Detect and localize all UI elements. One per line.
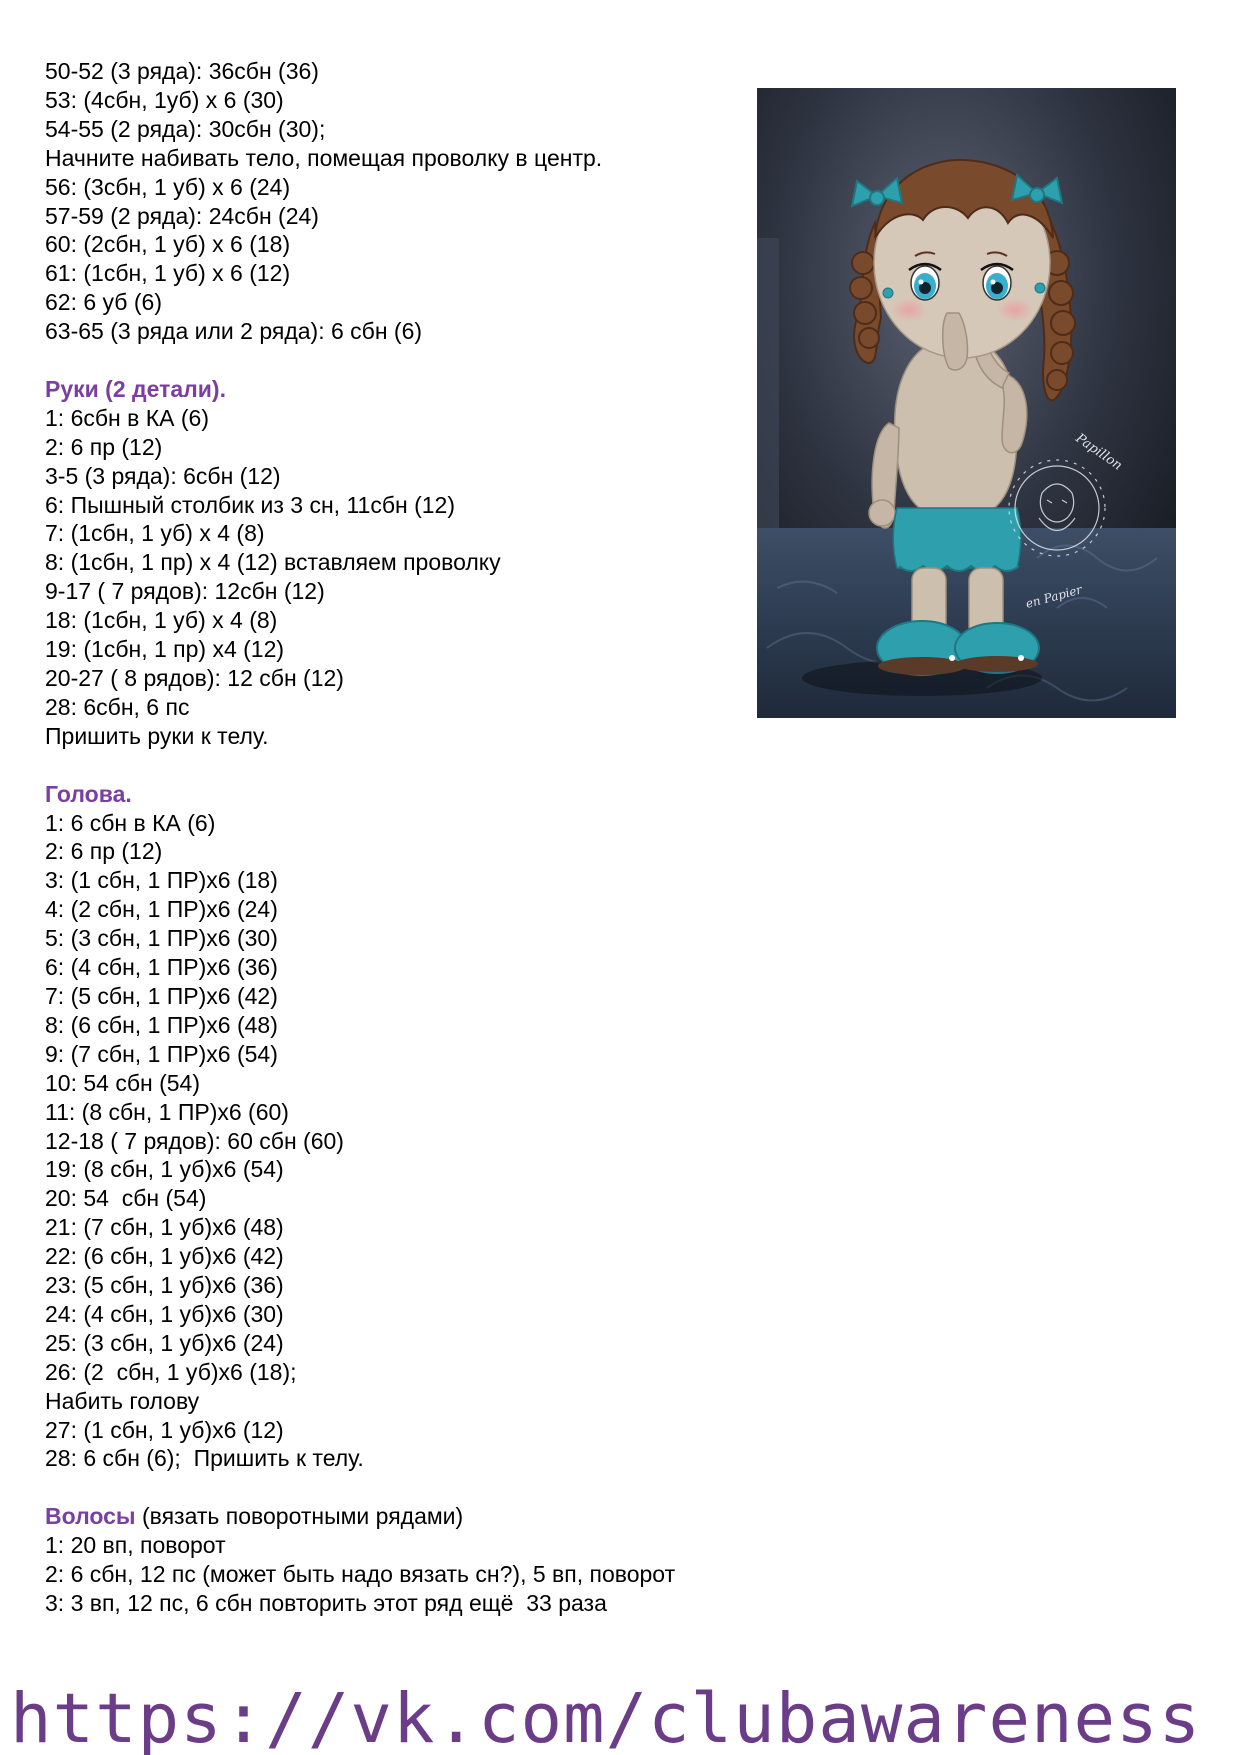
pattern-row: 27: (1 сбн, 1 уб)х6 (12): [45, 1416, 284, 1443]
pattern-row: 54-55 (2 ряда): 30сбн (30);: [45, 115, 326, 142]
pattern-row: 28: 6 сбн (6); Пришить к телу.: [45, 1445, 364, 1472]
pattern-text-column: [45, 57, 745, 1618]
pattern-row: 53: (4сбн, 1уб) х 6 (30): [45, 86, 284, 113]
pattern-row: 28: 6сбн, 6 пс: [45, 693, 190, 720]
pattern-row: 2: 6 пр (12): [45, 433, 163, 460]
pattern-row: 1: 6сбн в КА (6): [45, 404, 209, 431]
pattern-row: 61: (1сбн, 1 уб) х 6 (12): [45, 260, 291, 287]
pattern-row: 10: 54 сбн (54): [45, 1069, 201, 1096]
hair-heading-line: [45, 1502, 745, 1531]
pattern-row: Пришить руки к телу.: [45, 722, 269, 749]
pattern-row: 26: (2 сбн, 1 уб)х6 (18);: [45, 1358, 297, 1385]
pattern-row: 19: (1сбн, 1 пр) х4 (12): [45, 636, 285, 663]
pattern-row: 62: 6 уб (6): [45, 289, 162, 316]
pattern-row: 50-52 (3 ряда): 36сбн (36): [45, 58, 319, 84]
pattern-row: 23: (5 сбн, 1 уб)х6 (36): [45, 1272, 284, 1299]
pattern-row: 9: (7 сбн, 1 ПР)х6 (54): [45, 1040, 278, 1067]
pattern-row: 1: 6 сбн в КА (6): [45, 809, 216, 836]
doll-photo: [757, 88, 1176, 718]
pattern-row: 11: (8 сбн, 1 ПР)х6 (60): [45, 1098, 289, 1125]
pattern-row: 12-18 ( 7 рядов): 60 сбн (60): [45, 1127, 344, 1154]
section-gap: [45, 346, 745, 375]
pattern-row: 6: (4 сбн, 1 ПР)х6 (36): [45, 954, 278, 981]
pattern-row: 2: 6 пр (12): [45, 838, 163, 865]
pattern-row: 8: (1сбн, 1 пр) х 4 (12) вставляем проволку: [45, 549, 501, 576]
pattern-row: 7: (5 сбн, 1 ПР)х6 (42): [45, 982, 278, 1009]
pattern-row: 18: (1сбн, 1 уб) х 4 (8): [45, 607, 278, 634]
pattern-row: 21: (7 сбн, 1 уб)х6 (48): [45, 1214, 284, 1241]
pattern-row: 60: (2сбн, 1 уб) х 6 (18): [45, 231, 291, 258]
pattern-row: 22: (6 сбн, 1 уб)х6 (42): [45, 1243, 284, 1270]
pattern-row: 1: 20 вп, поворот: [45, 1532, 226, 1559]
head-heading: Голова.: [45, 780, 132, 807]
arms-section: [45, 375, 745, 751]
watermark-text-1: Papillon: [1072, 430, 1125, 474]
pattern-row: 3-5 (3 ряда): 6сбн (12): [45, 462, 281, 489]
pattern-row: Набить голову: [45, 1387, 200, 1414]
hair-section: [45, 1502, 745, 1618]
section-gap: [45, 751, 745, 780]
pattern-row: 6: Пышный столбик из 3 сн, 11сбн (12): [45, 491, 456, 518]
pattern-row: 9-17 ( 7 рядов): 12сбн (12): [45, 578, 325, 605]
hair-heading: Волосы: [45, 1503, 136, 1530]
pattern-row: 3: 3 вп, 12 пс, 6 сбн повторить этот ряд ещё 33 раза: [45, 1589, 607, 1616]
pattern-row: 24: (4 сбн, 1 уб)х6 (30): [45, 1300, 284, 1327]
pattern-row: 63-65 (3 ряда или 2 ряда): 6 сбн (6): [45, 318, 423, 345]
pattern-row: 4: (2 сбн, 1 ПР)х6 (24): [45, 896, 278, 923]
pattern-row: 25: (3 сбн, 1 уб)х6 (24): [45, 1329, 284, 1356]
pattern-row: 20: 54 сбн (54): [45, 1185, 207, 1212]
pattern-row: 3: (1 сбн, 1 ПР)х6 (18): [45, 867, 278, 894]
pattern-row: 5: (3 сбн, 1 ПР)х6 (30): [45, 925, 278, 952]
pattern-row: 56: (3сбн, 1 уб) х 6 (24): [45, 173, 291, 200]
body-rows-section: [45, 57, 745, 346]
pattern-row: 57-59 (2 ряда): 24сбн (24): [45, 202, 319, 229]
pattern-row: 2: 6 сбн, 12 пс (может быть надо вязать сн?), 5 вп, поворот: [45, 1561, 676, 1588]
pattern-row: 7: (1сбн, 1 уб) х 4 (8): [45, 520, 265, 547]
pattern-row: 8: (6 сбн, 1 ПР)х6 (48): [45, 1011, 278, 1038]
hair-heading-note: (вязать поворотными рядами): [135, 1503, 464, 1530]
pattern-row: Начните набивать тело, помещая проволку в центр.: [45, 144, 603, 171]
watermark-text-2: en Papier: [1024, 582, 1084, 611]
head-section: [45, 780, 745, 1474]
pattern-row: 19: (8 сбн, 1 уб)х6 (54): [45, 1156, 284, 1183]
pattern-row: 20-27 ( 8 рядов): 12 сбн (12): [45, 665, 344, 692]
arms-heading: Руки (2 детали).: [45, 375, 226, 402]
vk-club-link[interactable]: https://vk.com/clubawareness: [10, 1684, 1202, 1755]
section-gap: [45, 1473, 745, 1502]
